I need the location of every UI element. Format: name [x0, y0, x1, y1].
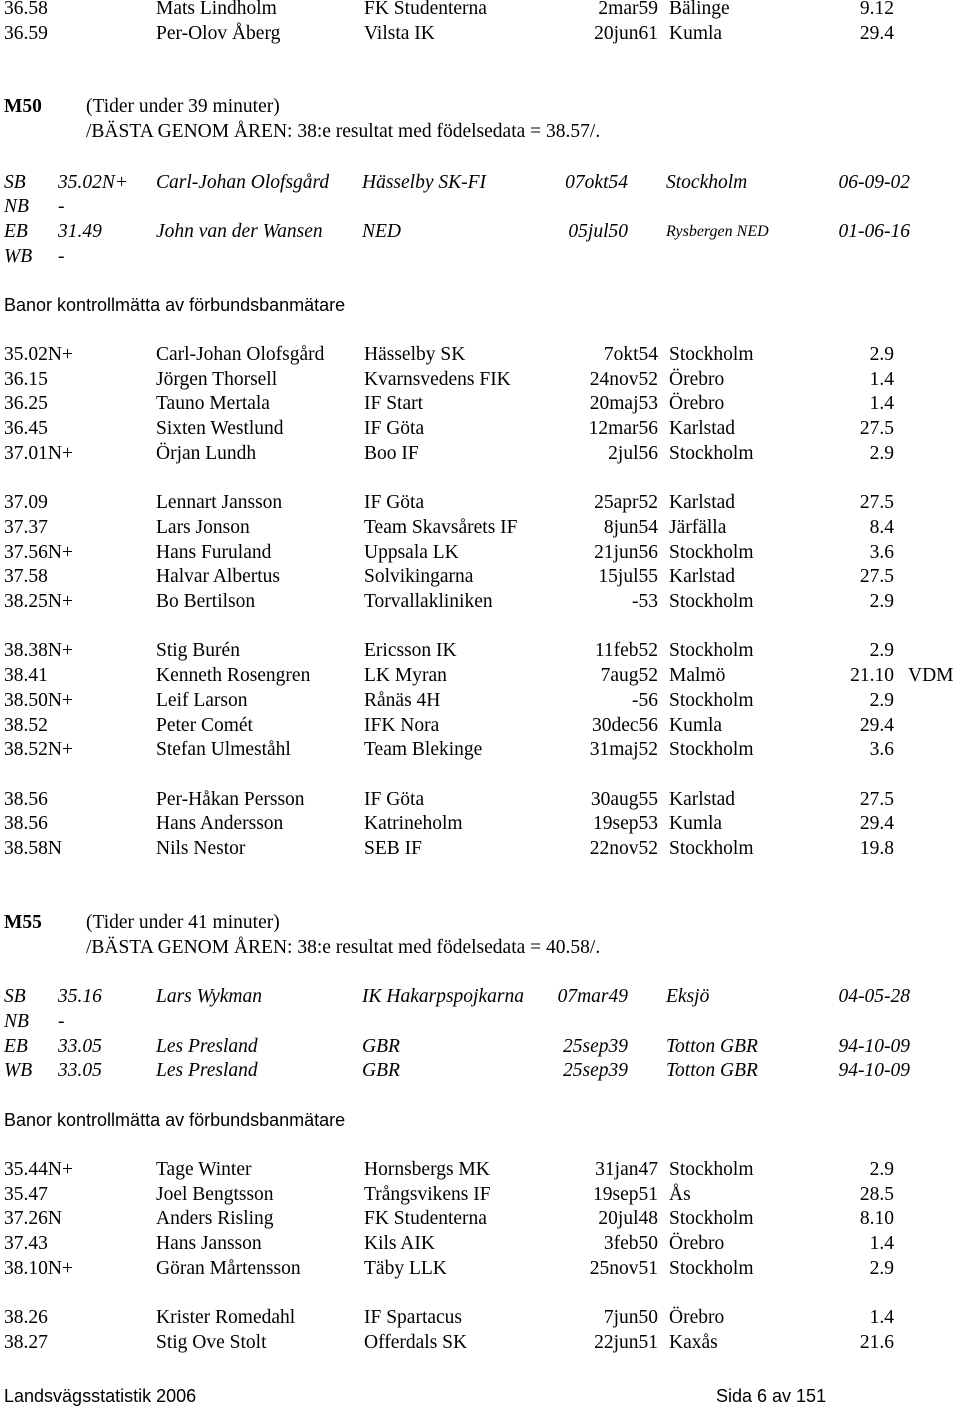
section-header	[0, 94, 960, 119]
athlete-name: Göran Mårtensson	[156, 1257, 301, 1279]
race-place: Stockholm	[669, 1257, 754, 1279]
athlete-name: Krister Romedahl	[156, 1307, 296, 1329]
footer-title: Landsvägsstatistik 2006	[4, 1386, 197, 1406]
race-date: 94-10-09	[838, 1060, 910, 1081]
race-date: 29.4	[859, 23, 894, 44]
birth-date: 24nov52	[589, 368, 658, 390]
result-time: 37.43	[4, 1233, 48, 1255]
race-place: Totton GBR	[666, 1060, 758, 1081]
birth-date: 31maj52	[589, 739, 658, 761]
table-row	[0, 515, 960, 540]
race-place: Stockholm	[669, 344, 754, 365]
club-name: Hässelby SK-FI	[362, 172, 487, 193]
race-place: Örebro	[669, 1307, 725, 1329]
result-time: 36.59	[4, 23, 48, 44]
race-place: Malmö	[669, 665, 726, 687]
table-row	[0, 1182, 960, 1207]
race-place: Kumla	[669, 813, 723, 835]
result-time: 38.27	[4, 1331, 48, 1353]
race-place: Stockholm	[669, 838, 754, 859]
table-row	[0, 638, 960, 663]
race-date: 1.4	[869, 393, 894, 415]
birth-date: 11feb52	[594, 640, 658, 662]
result-time: 38.58N	[4, 838, 62, 859]
birth-date: 7okt54	[603, 344, 658, 365]
athlete-name: Hans Andersson	[156, 813, 284, 835]
athlete-name: Sixten Westlund	[156, 418, 284, 440]
race-date: 27.5	[859, 418, 894, 440]
result-time: 37.37	[4, 516, 48, 538]
result-time: 38.52N+	[4, 739, 73, 761]
birth-date: 25nov51	[589, 1257, 658, 1279]
athlete-name: Nils Nestor	[156, 838, 246, 859]
table-row	[0, 441, 960, 466]
result-time: 37.09	[4, 492, 48, 514]
club-name: IK Hakarpspojkarna	[362, 986, 524, 1007]
result-time: 38.10N+	[4, 1257, 73, 1279]
race-date: 21.6	[859, 1331, 894, 1353]
race-date: 2.9	[869, 640, 894, 662]
race-date: 29.4	[859, 813, 894, 835]
athlete-name: Per-Olov Åberg	[156, 23, 281, 44]
race-place: Örebro	[669, 1233, 725, 1255]
birth-date: 3feb50	[603, 1233, 658, 1255]
birth-date: -53	[632, 591, 658, 612]
birth-date: 8jun54	[603, 516, 658, 538]
club-name: IF Göta	[364, 492, 425, 514]
birth-date: 25apr52	[594, 492, 658, 514]
club-name: Solvikingarna	[364, 566, 474, 588]
record-row	[0, 984, 960, 1009]
birth-date: 20jun61	[594, 23, 658, 44]
section-note: (Tider under 39 minuter)	[86, 96, 280, 117]
age-class-label: M50	[4, 96, 42, 117]
race-place: Ås	[669, 1183, 691, 1205]
race-place: Bälinge	[669, 0, 730, 19]
birth-date: 19sep53	[593, 813, 658, 835]
table-row	[0, 21, 960, 46]
race-date: 01-06-16	[838, 221, 910, 242]
record-code: SB	[4, 986, 26, 1007]
table-row	[0, 0, 960, 21]
race-place: Karlstad	[669, 788, 736, 810]
athlete-name: Jörgen Thorsell	[156, 368, 278, 390]
club-name: IF Start	[364, 393, 424, 415]
race-place: Stockholm	[669, 739, 754, 761]
athlete-name: Mats Lindholm	[156, 0, 277, 19]
race-date: 8.10	[859, 1208, 894, 1230]
birth-date: 05jul50	[568, 221, 628, 242]
race-place: Stockholm	[666, 172, 748, 193]
record-row	[0, 244, 960, 269]
birth-date: 30aug55	[590, 788, 658, 810]
race-place: Järfälla	[669, 516, 727, 538]
race-date: 06-09-02	[838, 172, 910, 193]
table-row	[0, 564, 960, 589]
athlete-name: Peter Comét	[156, 714, 253, 736]
athlete-name: Carl-Johan Olofsgård	[156, 172, 330, 193]
race-date: 94-10-09	[838, 1036, 910, 1057]
table-row	[0, 787, 960, 812]
race-date: 27.5	[859, 566, 894, 588]
table-row	[0, 367, 960, 392]
athlete-name: Örjan Lundh	[156, 442, 257, 464]
club-name: IF Spartacus	[364, 1307, 463, 1329]
result-time: 36.45	[4, 418, 48, 440]
result-time: 38.41	[4, 665, 48, 687]
birth-date: 07okt54	[565, 172, 628, 193]
birth-date: 15jul55	[598, 566, 658, 588]
race-date: 2.9	[869, 344, 894, 365]
club-name: Boo IF	[364, 442, 419, 464]
birth-date: 25sep39	[563, 1060, 628, 1081]
section-header	[0, 910, 960, 935]
table-row	[0, 1157, 960, 1182]
athlete-name: Stefan Ulmeståhl	[156, 739, 291, 761]
section-note: /BÄSTA GENOM ÅREN: 38:e resultat med födelsedata = 40.58/.	[86, 937, 601, 958]
table-row	[0, 1231, 960, 1256]
result-time: 38.38N+	[4, 640, 73, 662]
section-note: /BÄSTA GENOM ÅREN: 38:e resultat med födelsedata = 38.57/.	[86, 121, 601, 142]
record-row	[0, 1009, 960, 1034]
birth-date: 7jun50	[603, 1307, 658, 1329]
athlete-name: Joel Bengtsson	[156, 1183, 274, 1205]
birth-date: 31jan47	[595, 1159, 658, 1180]
athlete-name: Lennart Jansson	[156, 492, 283, 514]
race-place: Karlstad	[669, 492, 736, 514]
result-time: 38.56	[4, 813, 48, 835]
club-name: Offerdals SK	[364, 1331, 468, 1353]
race-place: Rysbergen NED	[666, 223, 769, 240]
table-row	[0, 836, 960, 861]
club-name: SEB IF	[364, 838, 422, 859]
club-name: Team Skavsårets IF	[364, 516, 518, 538]
banor-note	[0, 1108, 960, 1133]
club-name: NED	[362, 221, 401, 242]
record-code: NB	[4, 196, 29, 217]
record-code: SB	[4, 172, 26, 193]
birth-date: 2mar59	[598, 0, 658, 19]
race-place: Örebro	[669, 393, 725, 415]
result-time: 33.05	[58, 1036, 102, 1057]
result-time: -	[58, 196, 65, 217]
athlete-name: Anders Risling	[156, 1208, 274, 1230]
athlete-name: Hans Furuland	[156, 541, 272, 563]
result-time: 37.56N+	[4, 541, 73, 563]
athlete-name: Lars Wykman	[156, 986, 262, 1007]
table-row	[0, 540, 960, 565]
club-name: Trångsvikens IF	[364, 1183, 491, 1205]
athlete-name: Lars Jonson	[156, 516, 250, 538]
race-place: Stockholm	[669, 1159, 754, 1180]
result-time: 38.56	[4, 788, 48, 810]
club-name: Torvallakliniken	[364, 591, 493, 612]
record-row	[0, 219, 960, 244]
note-extra: VDM	[908, 665, 954, 687]
club-name: IF Göta	[364, 788, 425, 810]
table-row	[0, 1206, 960, 1231]
result-time: -	[58, 1011, 65, 1032]
result-time: 37.26N	[4, 1208, 62, 1230]
result-time: 35.16	[58, 986, 102, 1007]
result-time: 38.26	[4, 1307, 48, 1329]
club-name: Hornsbergs MK	[364, 1159, 490, 1180]
race-place: Stockholm	[669, 640, 754, 662]
race-date: 1.4	[869, 1233, 894, 1255]
birth-date: 22nov52	[589, 838, 658, 859]
result-time: 38.25N+	[4, 591, 73, 612]
race-date: 04-05-28	[838, 986, 910, 1007]
birth-date: -56	[632, 689, 658, 711]
result-time: 35.47	[4, 1183, 48, 1205]
course-note: Banor kontrollmätta av förbundsbanmätare	[4, 295, 346, 315]
club-name: Katrineholm	[364, 813, 463, 835]
race-date: 1.4	[869, 368, 894, 390]
race-place: Stockholm	[669, 591, 754, 612]
section-subheader	[0, 119, 960, 144]
result-time: -	[58, 246, 65, 267]
race-date: 3.6	[869, 541, 894, 563]
athlete-name: Les Presland	[156, 1036, 258, 1057]
table-row	[0, 713, 960, 738]
age-class-label: M55	[4, 912, 42, 933]
course-note: Banor kontrollmätta av förbundsbanmätare	[4, 1110, 346, 1130]
birth-date: 7aug52	[600, 665, 658, 687]
club-name: Vilsta IK	[364, 23, 435, 44]
table-row	[0, 342, 960, 367]
birth-date: 07mar49	[557, 986, 628, 1007]
club-name: GBR	[362, 1036, 400, 1057]
race-date: 3.6	[869, 739, 894, 761]
club-name: GBR	[362, 1060, 400, 1081]
club-name: Täby LLK	[364, 1257, 447, 1279]
table-row	[0, 1330, 960, 1355]
athlete-name: Bo Bertilson	[156, 591, 256, 612]
race-place: Stockholm	[669, 1208, 754, 1230]
athlete-name: Per-Håkan Persson	[156, 788, 305, 810]
club-name: FK Studenterna	[364, 0, 487, 19]
birth-date: 20maj53	[589, 393, 658, 415]
birth-date: 25sep39	[563, 1036, 628, 1057]
result-time: 36.15	[4, 368, 48, 390]
race-date: 1.4	[869, 1307, 894, 1329]
table-row	[0, 589, 960, 614]
athlete-name: Kenneth Rosengren	[156, 665, 311, 687]
result-time: 31.49	[58, 221, 102, 242]
race-place: Kaxås	[669, 1331, 718, 1353]
record-code: WB	[4, 1060, 33, 1081]
race-date: 29.4	[859, 714, 894, 736]
result-time: 33.05	[58, 1060, 102, 1081]
race-place: Örebro	[669, 368, 725, 390]
result-time: 35.02N+	[58, 172, 129, 193]
race-date: 2.9	[869, 591, 894, 612]
result-time: 36.58	[4, 0, 48, 19]
race-place: Karlstad	[669, 566, 736, 588]
race-date: 27.5	[859, 788, 894, 810]
race-place: Karlstad	[669, 418, 736, 440]
section-note: (Tider under 41 minuter)	[86, 912, 280, 933]
record-row	[0, 170, 960, 195]
club-name: Ericsson IK	[364, 640, 457, 662]
section-subheader	[0, 935, 960, 960]
athlete-name: Carl-Johan Olofsgård	[156, 344, 325, 365]
record-code: EB	[4, 1036, 28, 1057]
athlete-name: Tauno Mertala	[156, 393, 270, 415]
athlete-name: Hans Jansson	[156, 1233, 262, 1255]
club-name: Kvarnsvedens FIK	[364, 368, 511, 390]
table-row	[0, 737, 960, 762]
table-row	[0, 1305, 960, 1330]
table-row	[0, 811, 960, 836]
club-name: Rånäs 4H	[364, 689, 441, 711]
race-date: 2.9	[869, 1257, 894, 1279]
race-date: 28.5	[859, 1183, 894, 1205]
race-date: 2.9	[869, 442, 894, 464]
race-date: 9.12	[859, 0, 894, 19]
athlete-name: Les Presland	[156, 1060, 258, 1081]
result-time: 36.25	[4, 393, 48, 415]
athlete-name: Halvar Albertus	[156, 566, 281, 588]
record-code: NB	[4, 1011, 29, 1032]
birth-date: 19sep51	[593, 1183, 658, 1205]
result-time: 35.44N+	[4, 1159, 73, 1180]
result-time: 35.02N+	[4, 344, 73, 365]
race-date: 2.9	[869, 689, 894, 711]
table-row	[0, 490, 960, 515]
result-time: 38.50N+	[4, 689, 73, 711]
race-place: Stockholm	[669, 689, 754, 711]
birth-date: 30dec56	[591, 714, 658, 736]
birth-date: 21jun56	[594, 541, 658, 563]
race-date: 27.5	[859, 492, 894, 514]
race-date: 2.9	[869, 1159, 894, 1180]
record-code: EB	[4, 221, 28, 242]
record-row	[0, 1034, 960, 1059]
race-date: 21.10	[850, 665, 894, 687]
club-name: Uppsala LK	[364, 541, 459, 563]
athlete-name: Leif Larson	[156, 689, 248, 711]
record-row	[0, 194, 960, 219]
page-footer	[0, 1384, 960, 1409]
club-name: Team Blekinge	[364, 739, 483, 761]
birth-date: 22jun51	[594, 1331, 658, 1353]
club-name: Kils AIK	[364, 1233, 435, 1255]
club-name: IFK Nora	[364, 714, 440, 736]
race-place: Stockholm	[669, 442, 754, 464]
birth-date: 20jul48	[598, 1208, 658, 1230]
club-name: IF Göta	[364, 418, 425, 440]
race-place: Totton GBR	[666, 1036, 758, 1057]
result-time: 38.52	[4, 714, 48, 736]
athlete-name: Tage Winter	[156, 1159, 252, 1180]
page-number: Sida 6 av 151	[716, 1386, 827, 1406]
race-date: 8.4	[869, 516, 894, 538]
athlete-name: Stig Ove Stolt	[156, 1331, 267, 1353]
table-row	[0, 1256, 960, 1281]
race-place: Kumla	[669, 714, 723, 736]
table-row	[0, 391, 960, 416]
race-place: Stockholm	[669, 541, 754, 563]
club-name: LK Myran	[364, 665, 447, 687]
birth-date: 2jul56	[608, 442, 658, 464]
banor-note	[0, 293, 960, 318]
race-place: Kumla	[669, 23, 723, 44]
table-row	[0, 416, 960, 441]
table-row	[0, 688, 960, 713]
table-row	[0, 663, 960, 688]
athlete-name: John van der Wansen	[156, 221, 323, 242]
race-date: 19.8	[859, 838, 894, 859]
athlete-name: Stig Burén	[156, 640, 240, 662]
club-name: FK Studenterna	[364, 1208, 487, 1230]
result-time: 37.01N+	[4, 442, 73, 464]
result-time: 37.58	[4, 566, 48, 588]
race-place: Eksjö	[666, 986, 710, 1007]
record-row	[0, 1058, 960, 1083]
record-code: WB	[4, 246, 33, 267]
birth-date: 12mar56	[588, 418, 658, 440]
club-name: Hässelby SK	[364, 344, 466, 365]
